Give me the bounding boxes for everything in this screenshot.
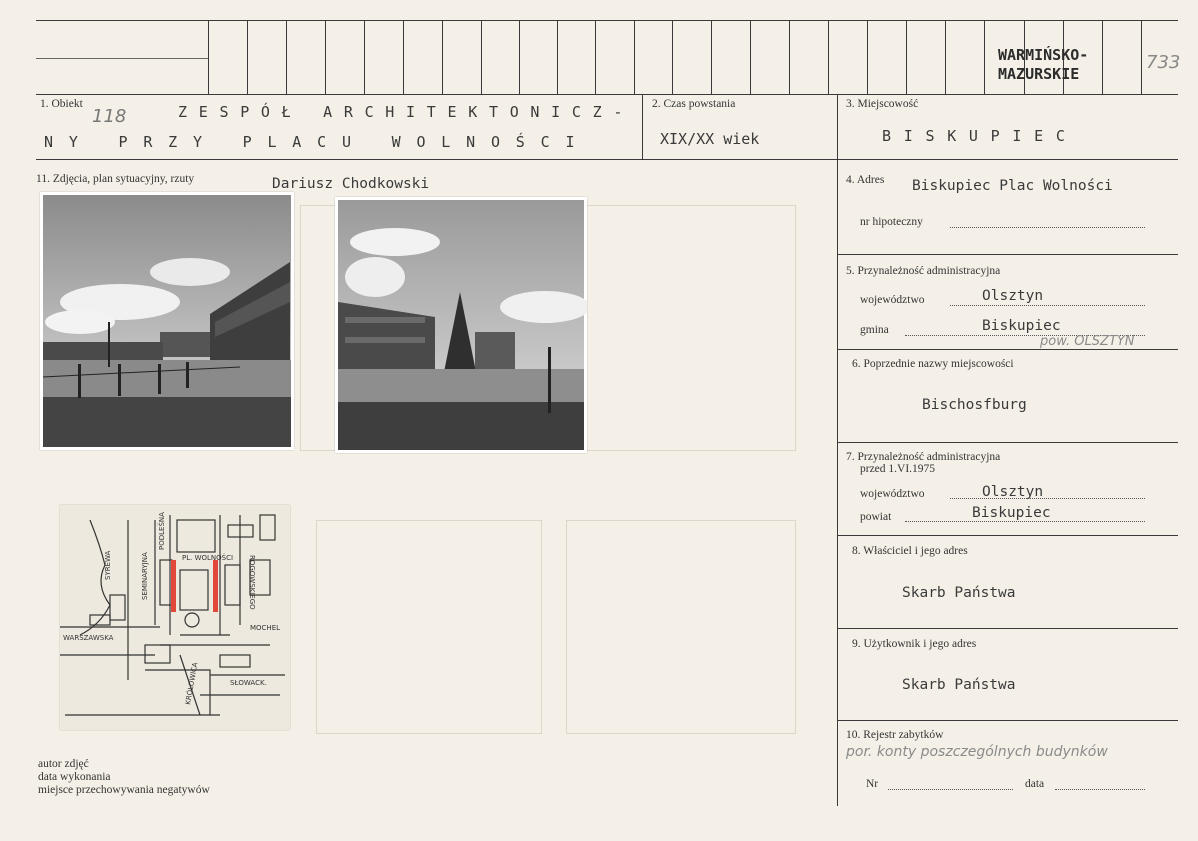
header-grid-line [1102, 20, 1103, 94]
header-grid-line [481, 20, 482, 94]
przynaleznosc-gmina-label: gmina [860, 324, 889, 336]
przynaleznosc-woj-value: Olsztyn [982, 288, 1044, 304]
divider [36, 58, 208, 59]
header-grid-line [984, 20, 985, 94]
data-dots [1055, 789, 1145, 790]
uzytkownik-value: Skarb Państwa [902, 677, 1016, 693]
region-stamp-line1: WARMIŃSKO- [998, 46, 1089, 64]
poprzednie-label: 6. Poprzednie nazwy miejscowości [852, 358, 1014, 370]
rejestr-label: 10. Rejestr zabytków [846, 729, 944, 741]
header-grid-line [711, 20, 712, 94]
gmina-handwritten-note: pow. OLSZTYN [1040, 334, 1135, 349]
header-grid-line [672, 20, 673, 94]
photo-square-left [40, 192, 294, 450]
miejscowosc-label: 3. Miejscowość [846, 98, 919, 110]
przed1975-label: 7. Przynależność administracyjna [846, 451, 1001, 463]
zdjecia-label: 11. Zdjęcia, plan sytuacyjny, rzuty [36, 173, 195, 185]
header-grid-line [828, 20, 829, 94]
obiekt-label: 1. Obiekt [40, 98, 83, 110]
header-grid-line [247, 20, 248, 94]
przynaleznosc-gmina-value: Biskupiec [982, 318, 1061, 334]
photo-square-right [335, 197, 587, 453]
divider [642, 94, 643, 159]
przed1975-woj-label: województwo [860, 488, 925, 500]
header-grid-line [634, 20, 635, 94]
header-grid-line [867, 20, 868, 94]
map-street-label: SŁOWACK. [230, 679, 267, 687]
region-stamp-line2: MAZURSKIE [998, 65, 1080, 83]
header-grid-line [906, 20, 907, 94]
obiekt-name-line1: ZESPÓŁ ARCHITEKTONICZ- [178, 103, 635, 121]
header-grid-line [1141, 20, 1142, 94]
divider [36, 94, 1178, 95]
card-number: 733 [1146, 52, 1181, 73]
ghost-frame [316, 520, 542, 734]
przynaleznosc-label: 5. Przynależność administracyjna [846, 265, 1001, 277]
divider [837, 442, 1178, 443]
divider [837, 94, 838, 806]
site-plan [60, 505, 290, 730]
header-grid-line [557, 20, 558, 94]
header-grid-line [325, 20, 326, 94]
footer-date-label: data wykonania [38, 771, 111, 783]
photo-author: Dariusz Chodkowski [272, 176, 430, 192]
rejestr-data-label: data [1025, 778, 1045, 790]
uzytkownik-label: 9. Użytkownik i jego adres [852, 638, 977, 650]
header-grid-line [595, 20, 596, 94]
map-street-label: KRÓLOWICA [184, 661, 200, 706]
divider [837, 349, 1178, 350]
czas-label: 2. Czas powstania [652, 98, 736, 110]
divider [837, 720, 1178, 721]
map-street-label: ROGOWSKIEGO [248, 555, 256, 610]
rejestr-nr-label: Nr [866, 778, 879, 790]
adres-value: Biskupiec Plac Wolności [912, 178, 1113, 194]
divider [837, 628, 1178, 629]
header-grid-line [519, 20, 520, 94]
przed1975-powiat-value: Biskupiec [972, 505, 1051, 521]
przed1975-woj-value: Olsztyn [982, 484, 1044, 500]
wlasciciel-value: Skarb Państwa [902, 585, 1016, 601]
header-grid-line [208, 20, 209, 94]
header-grid-line [403, 20, 404, 94]
woj-dots [950, 305, 1145, 306]
region-stamp [998, 46, 1088, 84]
map-street-label: PODLEŚNA [158, 512, 166, 550]
czas-value: XIX/XX wiek [660, 130, 760, 148]
wlasciciel-label: 8. Właściciel i jego adres [852, 545, 968, 557]
adres-label: 4. Adres [846, 174, 885, 186]
obiekt-number: 118 [92, 106, 127, 127]
rejestr-handwritten-note: por. konty poszczególnych budynków [846, 744, 1108, 760]
woj-dots [950, 498, 1145, 499]
divider [837, 535, 1178, 536]
header-grid-line [442, 20, 443, 94]
footer-photo-author-label: autor zdjęć [38, 758, 89, 770]
divider [837, 254, 1178, 255]
map-street-label: SYREWA [104, 550, 112, 580]
przed1975-date: przed 1.VI.1975 [860, 463, 936, 475]
poprzednie-value: Bischosfburg [922, 397, 1027, 413]
map-street-label: WARSZAWSKA [63, 634, 114, 642]
header-grid-line [750, 20, 751, 94]
map-street-label: SEMINARYJNA [141, 552, 149, 600]
footer-negatives-label: miejsce przechowywania negatywów [38, 784, 210, 796]
hipoteczny-label: nr hipoteczny [860, 216, 923, 228]
przynaleznosc-woj-label: województwo [860, 294, 925, 306]
hipoteczny-dots [950, 227, 1145, 228]
przed1975-powiat-label: powiat [860, 511, 892, 523]
map-street-label: PL. WOLNOŚCI [182, 554, 234, 562]
nr-dots [888, 789, 1013, 790]
powiat-dots [905, 521, 1145, 522]
map-street-label: MOCHEL [250, 624, 281, 632]
obiekt-name-line2: NY PRZY PLACU WOLNOŚCI [44, 133, 591, 151]
header-grid-line [789, 20, 790, 94]
miejscowosc-value: BISKUPIEC [882, 127, 1078, 145]
header-grid-line [364, 20, 365, 94]
header-grid-line [286, 20, 287, 94]
divider [36, 159, 1178, 160]
header-grid-line [945, 20, 946, 94]
ghost-frame [566, 520, 796, 734]
